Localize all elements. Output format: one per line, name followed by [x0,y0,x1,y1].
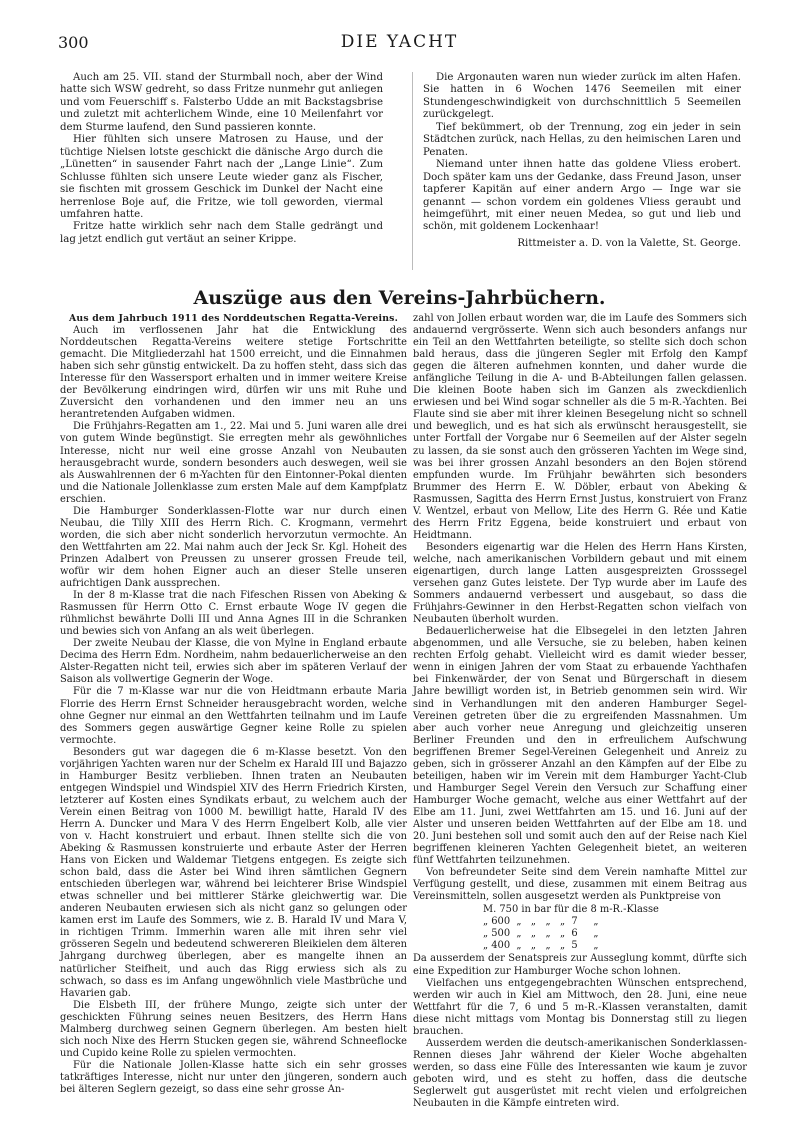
prize-line: „ 600 „ „ „ „ 7 „ [483,916,599,928]
paragraph: Die Frühjahrs-Regatten am 1., 22. Mai und 5. Juni waren alle drei von gutem Winde begünstigt. Sie erregten mehr als gewöhnliches Interesse, nicht nur weil eine grosse Anzahl von Neubauten herausgebracht wurde, sondern besonders auch deswegen, weil sie als Auswahlrennen der 6 m-Yachten für den Eintonner-Pokal dienten und die Nationale Jollenklasse zum ersten Male auf dem Kampfplatz erschien. [60,421,407,505]
prize-list [413,904,747,952]
section-title: Auszüge aus den Vereins-Jahrbüchern. [193,287,606,309]
paragraph: Die Argonauten waren nun wieder zurück im alten Hafen. Sie hatten in 6 Wochen 1476 Seemeilen mit einer Stundengeschwindigkeit von durchschnittlich 5 Seemeilen zurückgelegt. [423,72,741,121]
column-divider [412,72,413,270]
paragraph: Niemand unter ihnen hatte das goldene Vliess erobert. Doch später kam uns der Gedanke, dass Freund Jason, unser tapferer Kapitän auf einer andern Argo — Inge war sie genannt — schon vordem ein goldenes Vliess geraubt und heimgeführt, mit einer neuen Medea, so gut und lieb und schön, mit goldenem Lockenhaar! [423,159,741,233]
paragraph: Ausserdem werden die deutsch-amerikanischen Sonderklassen-Rennen dieses Jahr während der Kieler Woche abgehalten werden, so dass eine Fülle des Interessanten wie kaum je zuvor geboten wird, und es steht zu hoffen, dass die deutsche Seglerwelt gut ausgerüstet mit recht vielen und erfolgreichen Neubauten in die Kämpfe eintreten wird. [413,1037,747,1110]
paragraph: In der 8 m-Klasse trat die nach Fifeschen Rissen von Abeking & Rasmussen für Herrn Otto C. Ernst erbaute Woge IV gegen die rühmlichst bewährte Dolli III und Anna Agnes III in die Schranken und bewies sich von Anfang an als weit überlegen. [60,590,407,638]
paragraph: Hier fühlten sich unsere Matrosen zu Hause, und der tüchtige Nielsen lotste geschickt die dänische Argo durch die „Lünetten“ in sausender Fahrt nach der „Lange Linie“. Zum Schlusse fühlten sich unsere Leute wieder ganz als Fischer, sie fischten mit grossem Geschick im Dunkel der Nacht eine herrenlose Boje auf, die Fritze, wie toll geworden, viermal umfahren hatte. [60,134,383,220]
article-column-right [413,313,747,1110]
prize-line: M. 750 in bar für die 8 m-R.-Klasse [483,904,659,916]
paragraph: Tief bekümmert, ob der Trennung, zog ein jeder in sein Städtchen zurück, nach Hellas, zu den heimischen Laren und Penaten. [423,121,741,158]
page-number: 300 [58,33,89,52]
paragraph: Die Hamburger Sonderklassen-Flotte war nur durch einen Neubau, die Tilly XIII des Herrn Rich. C. Krogmann, vermehrt worden, die sich aber nicht sonderlich hervorzutun vermochte. An den Wettfahrten am 22. Mai nahm auch der Jeck Sr. Kgl. Hoheit des Prinzen Adalbert von Preussen zu unserer grossen Freude teil, wofür wir dem hohen Eigner auch an dieser Stelle unseren aufrichtigen Dank aussprechen. [60,505,407,590]
paragraph: Besonders eigenartig war die Helen des Herrn Hans Kirsten, welche, nach amerikanischen Vorbildern gebaut und mit einem eigenartigen, durch lange Latten ausgespreizten Grosssegel versehen ganz Gutes leistete. Der Typ wurde aber im Laufe des Sommers andauernd verbessert und ausgebaut, so dass die Frühjahrs-Gewinner in den Herbst-Regatten schon vielfach von Neubauten überholt wurden. [413,541,747,626]
paragraph: Bedauerlicherweise hat die Elbsegelei in den letzten Jahren abgenommen, und alle Versuche, sie zu beleben, haben keinen rechten Erfolg gehabt. Vielleicht wird es damit wieder besser, wenn in einigen Jahren der vom Staat zu erbauende Yachthafen bei Finkenwärder, der von Senat und Bürgerschaft in diesem Jahre bewilligt worden ist, in Betrieb genommen sein wird. Wir sind in Verhandlungen mit den anderen Hamburger Segel-Vereinen getreten über die zu ergreifenden Massnahmen. Um aber auch vorher neue Anregung und gleichzeitig unseren Berliner Freunden und den in erfreulichem Aufschwung begriffenen Bremer Segel-Vereinen Gelegenheit und Anreiz zu geben, sich in grösserer Anzahl an den Kämpfen auf der Elbe zu beteiligen, haben wir im Verein mit dem Hamburger Yacht-Club und Hamburger Segel Verein den Versuch zur Schaffung einer Hamburger Woche gemacht, welche aus einer Wettfahrt auf der Elbe am 11. Juni, zwei Wettfahrten am 15. und 16. Juni auf der Alster und unseren beiden Wettfahrten auf der Elbe am 18. und 20. Juni bestehen soll und somit auch den auf der Reise nach Kiel begriffenen kleineren Yachten Gelegenheit bietet, an weiteren fünf Wettfahrten teilzunehmen. [413,626,747,867]
author-signature: Rittmeister a. D. von la Valette, St. George. [517,237,741,249]
story-column-left [60,72,383,246]
paragraph: Von befreundeter Seite sind dem Verein namhafte Mittel zur Verfügung gestellt, und diese, zusammen mit einem Beitrag aus Vereinsmitteln, sollen ausgesetzt werden als Punktpreise von [413,867,747,903]
paragraph: Die Elsbeth III, der frühere Mungo, zeigte sich unter der geschickten Führung seines neuen Besitzers, des Herrn Hans Malmberg durchweg seinen Gegnern überlegen. Am besten hielt sich noch Nixe des Herrn Stucken gegen sie, während Schneeflocke und Cupido keine Rolle zu spielen vermochten. [60,999,407,1059]
paragraph: Auch am 25. VII. stand der Sturmball noch, aber der Wind hatte sich WSW gedreht, so dass Fritze nunmehr gut anliegen und vom Feuerschiff s. Falsterbo Udde an mit Backstagsbrise und zuletzt mit achterlichem Winde, eine 10 Meilenfahrt vor dem Sturme laufend, den Sund passieren konnte. [60,72,383,133]
paragraph: Fritze hatte wirklich sehr nach dem Stalle gedrängt und lag jetzt endlich gut vertäut an seiner Krippe. [60,221,383,245]
paragraph: Da ausserdem der Senatspreis zur Ausseglung kommt, dürfte sich eine Expedition zur Hamburger Woche schon lohnen. [413,953,747,977]
prize-line: „ 500 „ „ „ „ 6 „ [483,928,599,940]
story-column-right [423,72,741,250]
paragraph: zahl von Jollen erbaut worden war, die im Laufe des Sommers sich andauernd vergrösserte. Wenn sich auch besonders anfangs nur ein Teil an den Wettfahrten beteiligte, so stellte sich doch schon bald heraus, dass die jüngeren Segler mit Erfolg den Kampf gegen die älteren aufnehmen konnten, und daher wurde die anfängliche Teilung in die A- und B-Abteilungen fallen gelassen. Die kleinen Boote haben sich im Ganzen als zweckdienlich erwiesen und bei Wind sogar schneller als die 5 m-R.-Yachten. Bei Flaute sind sie aber mit ihrer kleinen Besegelung nicht so schnell und beweglich, und es hat sich als erwünscht herausgestellt, sie unter Fortfall der Vorgabe nur 6 Seemeilen auf der Alster segeln zu lassen, da sie sonst auch den grösseren Yachten im Wege sind, was bei ihrer grossen Anzahl besonders an den Bojen störend empfunden wurde. Im Frühjahr bewährten sich besonders Brummer des Herrn E. W. Döbler, erbaut von Abeking & Rasmussen, Sagitta des Herrn Ernst Justus, konstruiert von Franz V. Wentzel, erbaut von Mellow, Lite des Herrn G. Rée und Katie des Herrn Fritz Eggena, beide konstruiert und erbaut von Heidtmann. [413,313,747,541]
paragraph: Besonders gut war dagegen die 6 m-Klasse besetzt. Von den vorjährigen Yachten waren nur der Schelm ex Harald III und Bajazzo in Hamburger Besitz verblieben. Ihnen traten an Neubauten entgegen Windspiel und Windspiel XIV des Herrn Friedrich Kirsten, letzterer auf Kosten eines Syndikats erbaut, zu welchem auch der Verein einen Beitrag von 1000 M. bewilligt hatte, Harald IV des Herrn A. Duncker und Mara V des Herrn Engelbert Kolb, alle vier von v. Hacht konstruiert und erbaut. Ihnen stellte sich die von Abeking & Rasmussen konstruierte und erbaute Aster der Herren Hans von Eicken und Waldemar Tietgens entgegen. Es zeigte sich schon bald, dass die Aster bei Wind ihren sämtlichen Gegnern entschieden überlegen war, während bei leichterer Brise Windspiel etwas schneller und bei mittlerer Stärke gleichwertig war. Die anderen Neubauten erwiesen sich als nicht ganz so gelungen oder kamen erst im Laufe des Sommers, wie z. B. Harald IV und Mara V, in richtigen Trimm. Immerhin waren alle mit ihren sehr viel grösseren Segeln und bedeutend schwereren Bleikielen dem älteren Jahrgang durchweg überlegen, aber es mangelte ihnen an natürlicher Steifheit, und auch das Rigg erwiess sich als zu schwach, so dass es im Anfang ungewöhnlich viele Mastbrüche und Havarien gab. [60,746,407,999]
paragraph: Für die Nationale Jollen-Klasse hatte sich ein sehr grosses tatkräftiges Interesse, nicht nur unter den jüngeren, sondern auch bei älteren Seglern gezeigt, so dass eine sehr grosse An- [60,1059,407,1095]
prize-line: „ 400 „ „ „ „ 5 „ [483,940,599,952]
paragraph: Für die 7 m-Klasse war nur die von Heidtmann erbaute Maria Florrie des Herrn Ernst Schneider herausgebracht worden, welche ohne Gegner nur einmal an den Wettfahrten teilnahm und im Laufe des Sommers gegen auswärtige Gegner keine Rolle zu spielen vermochte. [60,686,407,746]
article-subhead: Aus dem Jahrbuch 1911 des Norddeutschen Regatta-Vereins. [68,313,399,324]
paragraph: Vielfachen uns entgegengebrachten Wünschen entsprechend, werden wir auch in Kiel am Mittwoch, den 28. Juni, eine neue Wettfahrt für die 7, 6 und 5 m-R.-Klassen veranstalten, damit diese nicht mittags vom Montag bis Donnerstag still zu liegen brauchen. [413,977,747,1037]
paragraph: Auch im verflossenen Jahr hat die Entwicklung des Norddeutschen Regatta-Vereins weitere stetige Fortschritte gemacht. Die Mitgliederzahl hat 1500 erreicht, und die Einnahmen haben sich sehr günstig entwickelt. Da zu hoffen steht, dass sich das Interesse für den Wassersport erhalten und in immer weitere Kreise der Bevölkerung eindringen wird, dürfen wir uns mit Ruhe und Zuversicht den vorhandenen und den immer neu an uns herantretenden Aufgaben widmen. [60,325,407,421]
paragraph: Der zweite Neubau der Klasse, die von Mylne in England erbaute Decima des Herrn Edm. Nordheim, nahm bedauerlicherweise an den Alster-Regatten nicht teil, erwies sich aber im späteren Verlauf der Saison als vollwertige Gegnerin der Woge. [60,638,408,686]
running-title: DIE YACHT [340,32,459,52]
article-column-left [60,313,407,1096]
